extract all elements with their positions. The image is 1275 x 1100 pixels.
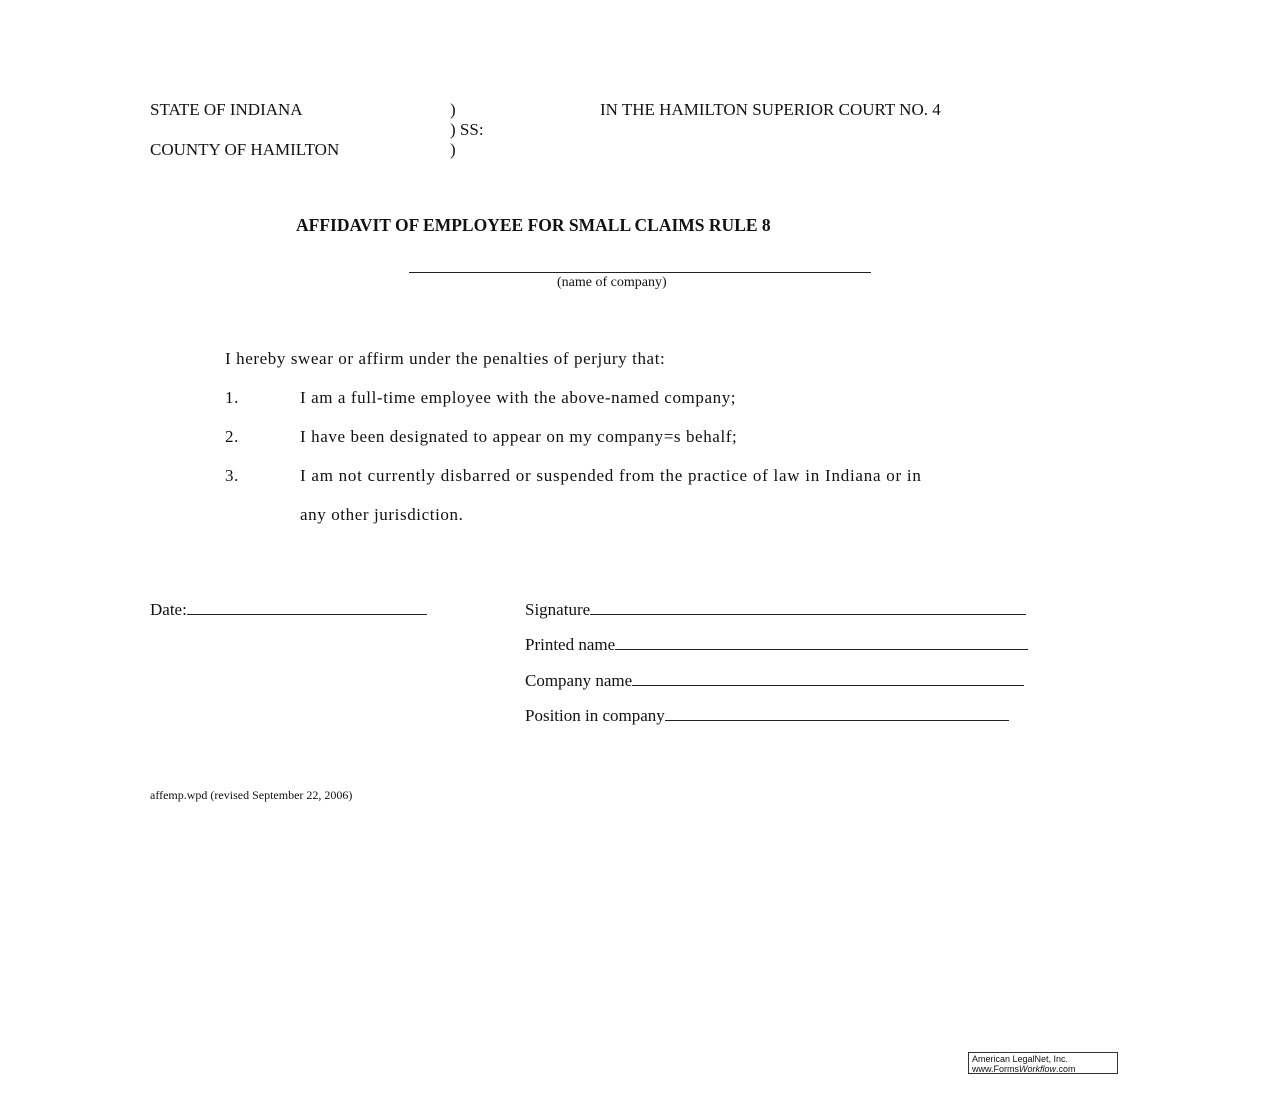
document-title: AFFIDAVIT OF EMPLOYEE FOR SMALL CLAIMS RULE 8	[296, 215, 771, 235]
company-name-field-line[interactable]	[632, 671, 1024, 686]
item-number: 1.	[225, 388, 239, 407]
logo-text: www.Forms	[972, 1064, 1019, 1074]
logo-line2	[972, 1064, 1114, 1074]
printed-name-line[interactable]	[615, 635, 1028, 650]
paren: )	[450, 100, 456, 119]
item-number: 2.	[225, 427, 239, 446]
logo-text: .com	[1056, 1064, 1076, 1074]
court-label: IN THE HAMILTON SUPERIOR COURT NO. 4	[600, 100, 941, 119]
item-text-continued: any other jurisdiction.	[300, 505, 464, 524]
signature-field[interactable]	[525, 600, 1026, 620]
printed-name-field[interactable]	[525, 635, 1028, 655]
date-field[interactable]	[150, 600, 427, 620]
item-text: I am not currently disbarred or suspended from the practice of law in Indiana or in	[300, 466, 922, 485]
position-line[interactable]	[665, 706, 1009, 721]
date-line[interactable]	[187, 600, 427, 615]
footer-revision: affemp.wpd (revised September 22, 2006)	[150, 788, 353, 802]
position-label: Position in company	[525, 706, 665, 725]
state-label: STATE OF INDIANA	[150, 100, 303, 119]
company-name-field-label: Company name	[525, 671, 633, 690]
printed-name-label: Printed name	[525, 635, 616, 654]
county-label: COUNTY OF HAMILTON	[150, 140, 340, 159]
company-name-field[interactable]	[525, 671, 1024, 691]
logo-line1: American LegalNet, Inc.	[972, 1054, 1069, 1064]
logo-text: Workflow	[1019, 1064, 1057, 1074]
legalnet-logo	[968, 1052, 1118, 1074]
date-label: Date:	[150, 600, 187, 619]
position-field[interactable]	[525, 706, 1009, 726]
company-name-line[interactable]	[409, 258, 871, 273]
intro-text: I hereby swear or affirm under the penalties of perjury that:	[225, 349, 666, 368]
company-name-label: (name of company)	[557, 275, 667, 290]
item-text: I am a full-time employee with the above-named company;	[300, 388, 737, 407]
signature-label: Signature	[525, 600, 591, 619]
ss-label: ) SS:	[450, 120, 484, 139]
paren: )	[450, 140, 456, 159]
signature-line[interactable]	[590, 600, 1026, 615]
item-text: I have been designated to appear on my company=s behalf;	[300, 427, 738, 446]
item-number: 3.	[225, 466, 239, 485]
